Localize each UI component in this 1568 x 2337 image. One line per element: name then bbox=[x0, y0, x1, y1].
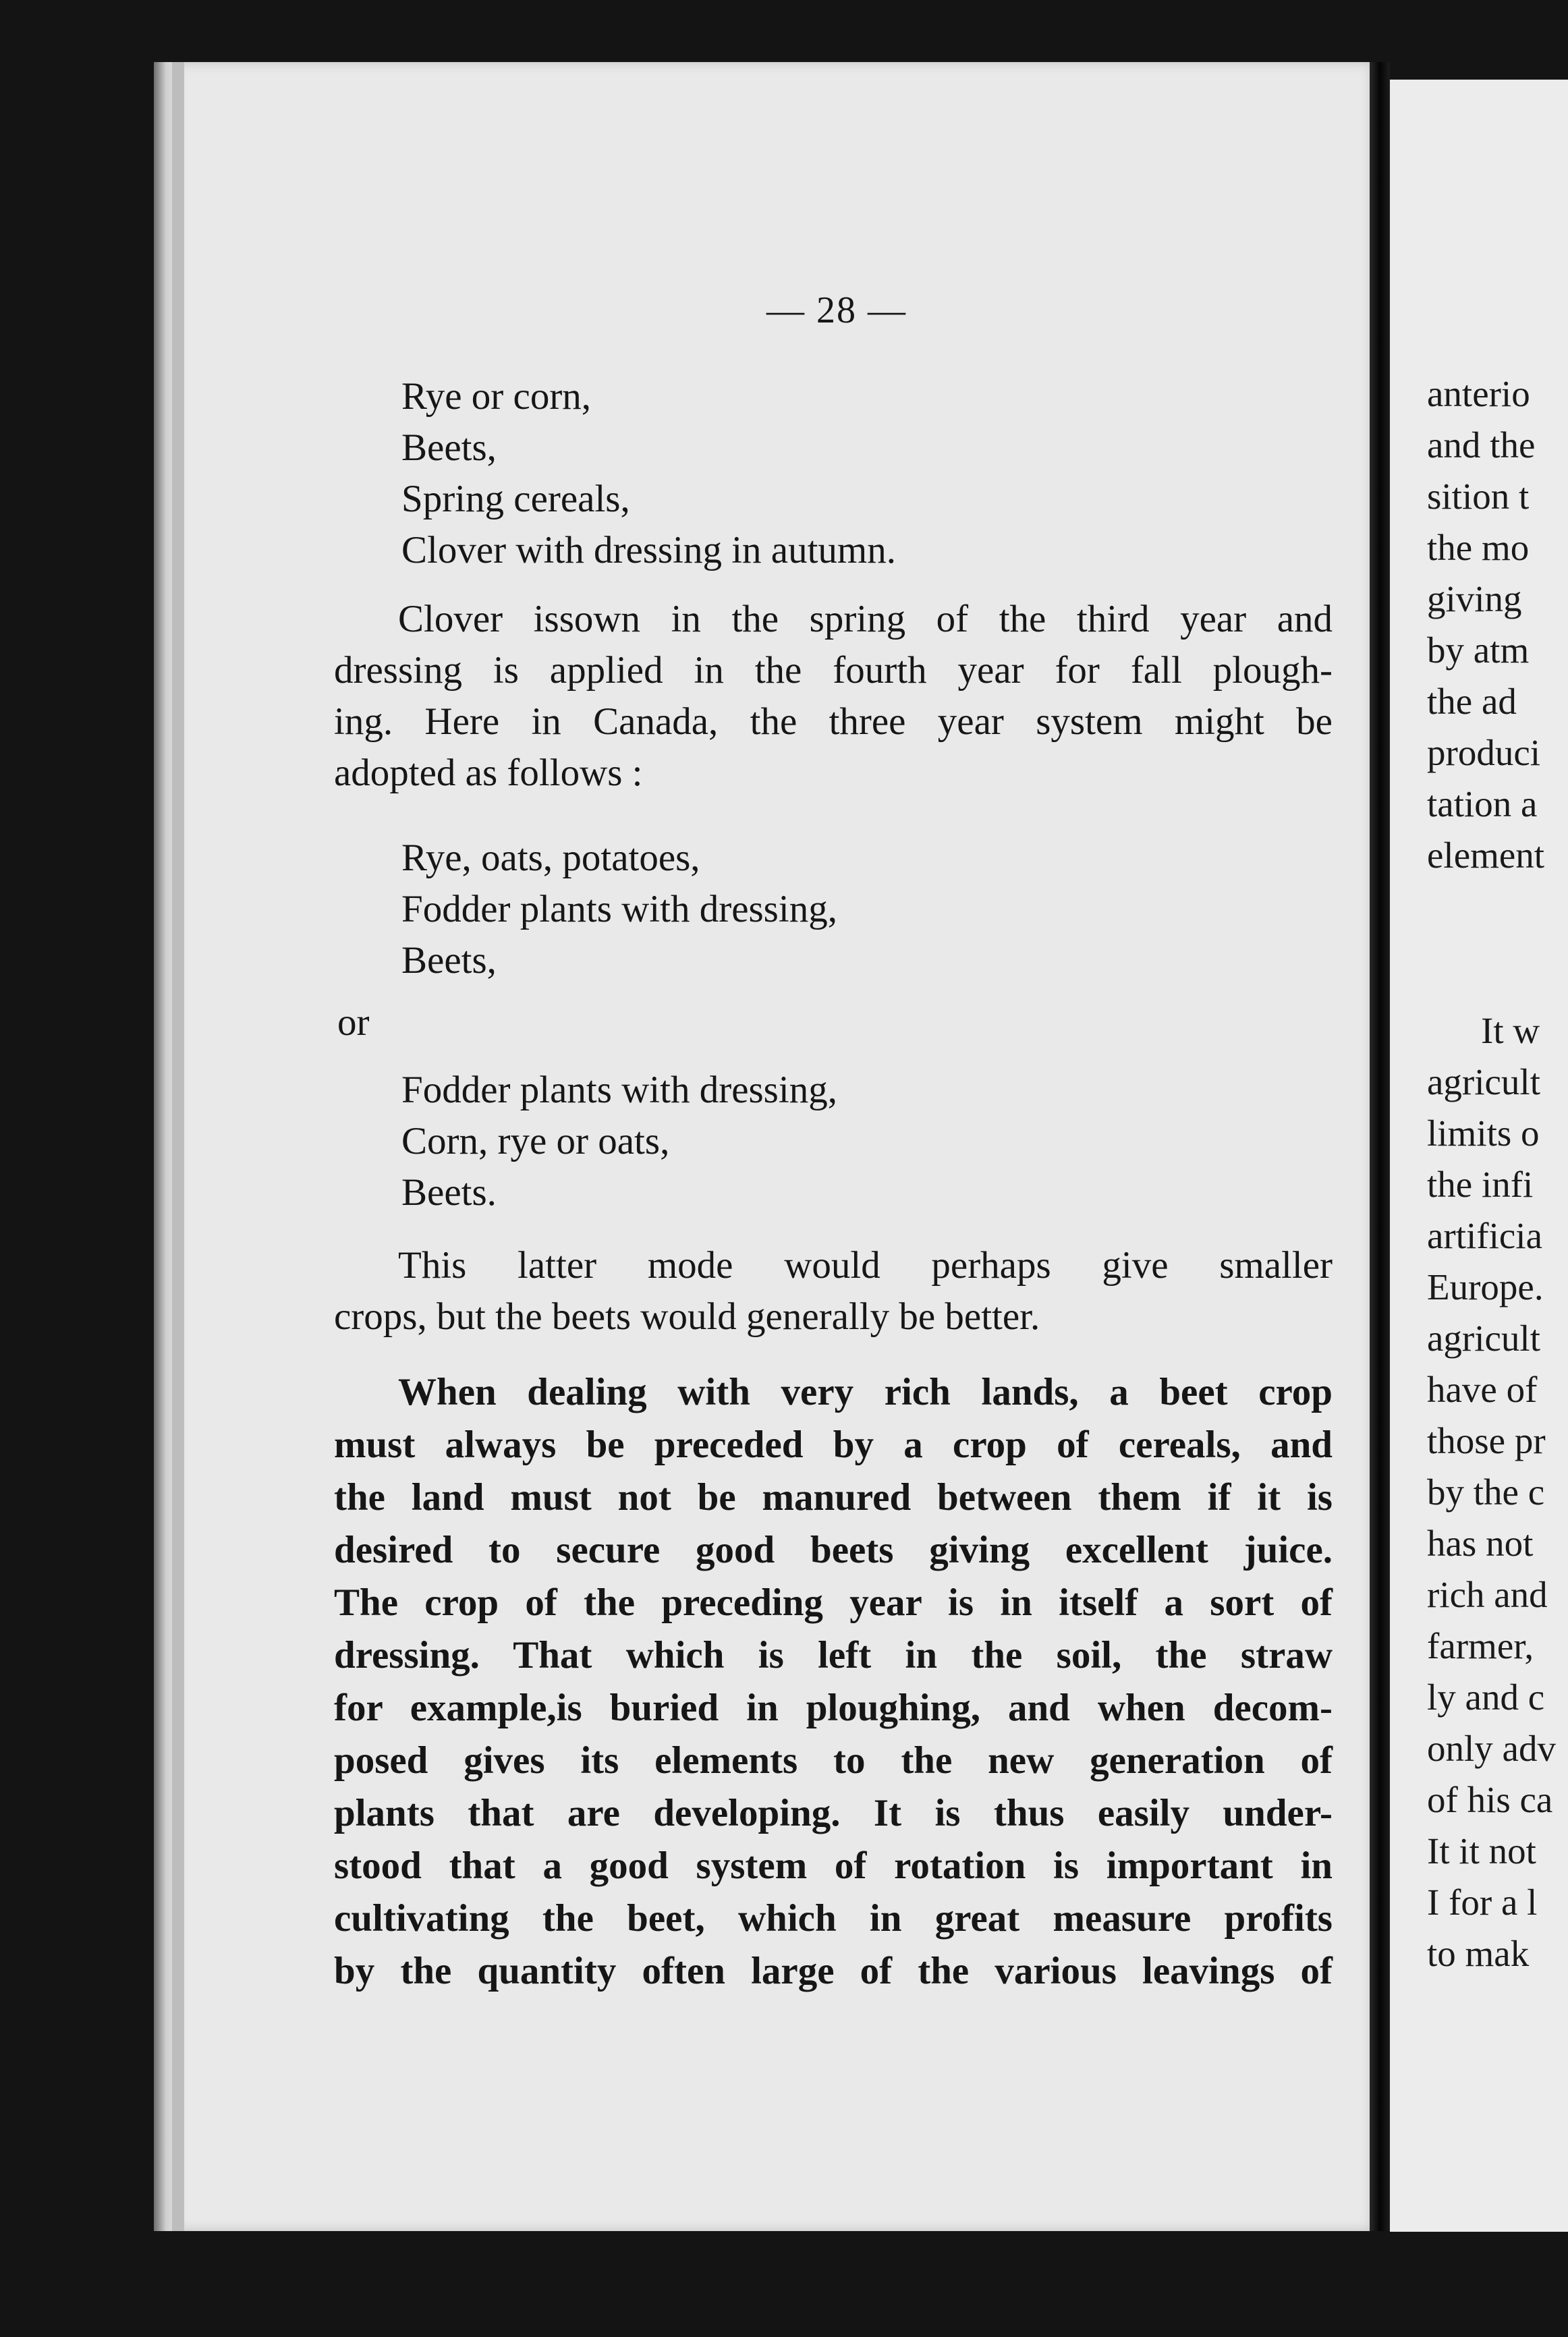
right-page-line: has not bbox=[1427, 1523, 1534, 1564]
right-page-line: the ad bbox=[1427, 681, 1517, 722]
list-item: Spring cereals, bbox=[401, 478, 630, 520]
right-page-line: sition t bbox=[1427, 476, 1530, 517]
paragraph-line: The crop of the preceding year is in itself a sort of bbox=[334, 1581, 1333, 1624]
or-separator: or bbox=[337, 1001, 370, 1044]
paragraph-line: for example,is buried in ploughing, and when decom- bbox=[334, 1687, 1333, 1729]
paragraph-line: cultivating the beet, which in great measure profits bbox=[334, 1897, 1333, 1940]
page-number: — 28 — bbox=[766, 289, 907, 331]
right-page-line: agricult bbox=[1427, 1318, 1540, 1359]
right-page-line: anterio bbox=[1427, 373, 1530, 414]
right-page-line: It w bbox=[1481, 1010, 1540, 1051]
paragraph-line: dressing is applied in the fourth year for fall plough- bbox=[334, 649, 1333, 692]
list-item: Beets, bbox=[401, 939, 497, 982]
paragraph-line: ing. Here in Canada, the three year system might be bbox=[334, 700, 1333, 743]
right-page-line: agricult bbox=[1427, 1061, 1540, 1102]
right-page-line: giving bbox=[1427, 578, 1522, 619]
paragraph-line: plants that are developing. It is thus easily under- bbox=[334, 1792, 1333, 1834]
paragraph-line: When dealing with very rich lands, a beet crop bbox=[398, 1371, 1333, 1413]
paragraph-line: by the quantity often large of the various leavings of bbox=[334, 1950, 1333, 1992]
list-item: Rye or corn, bbox=[401, 375, 592, 418]
list-item: Rye, oats, potatoes, bbox=[401, 837, 700, 879]
right-page-line: of his ca bbox=[1427, 1779, 1553, 1820]
right-page-line: produci bbox=[1427, 732, 1541, 773]
right-page-line: the infi bbox=[1427, 1164, 1534, 1205]
right-page-line: tation a bbox=[1427, 783, 1538, 824]
right-page-line: ly and c bbox=[1427, 1677, 1545, 1718]
list-item: Beets. bbox=[401, 1171, 497, 1214]
list-item: Beets, bbox=[401, 426, 497, 469]
paragraph-line: posed gives its elements to the new generation of bbox=[334, 1739, 1333, 1782]
paragraph-line: must always be preceded by a crop of cereals, and bbox=[334, 1424, 1333, 1466]
paragraph-line: This latter mode would perhaps give smaller bbox=[398, 1244, 1333, 1287]
right-page-line: artificia bbox=[1427, 1215, 1542, 1256]
list-item: Clover with dressing in autumn. bbox=[401, 529, 897, 571]
right-page-line: farmer, bbox=[1427, 1625, 1534, 1666]
paragraph-line: Clover issown in the spring of the third year and bbox=[398, 598, 1333, 640]
paragraph-line: adopted as follows : bbox=[334, 752, 643, 794]
list-item: Corn, rye or oats, bbox=[401, 1120, 670, 1162]
right-page-line: have of bbox=[1427, 1369, 1538, 1410]
right-page-line: limits o bbox=[1427, 1113, 1540, 1154]
right-page-line: element bbox=[1427, 835, 1545, 876]
book-gutter bbox=[1370, 62, 1390, 2231]
left-page-edge bbox=[154, 62, 174, 2231]
right-page-line: by the c bbox=[1427, 1471, 1545, 1513]
list-item: Fodder plants with dressing, bbox=[401, 888, 837, 930]
paragraph-line: crops, but the beets would generally be better. bbox=[334, 1295, 1040, 1338]
paragraph-line: desired to secure good beets giving excellent juice. bbox=[334, 1529, 1333, 1571]
right-page-line: to mak bbox=[1427, 1933, 1530, 1974]
right-page-line: only adv bbox=[1427, 1728, 1556, 1769]
right-page-line: rich and bbox=[1427, 1574, 1548, 1615]
paragraph-line: stood that a good system of rotation is important in bbox=[334, 1845, 1333, 1887]
right-page-line: by atm bbox=[1427, 629, 1530, 671]
right-page-line: It it not bbox=[1427, 1830, 1536, 1871]
right-page-line: and the bbox=[1427, 424, 1536, 466]
paragraph-line: dressing. That which is left in the soil, the straw bbox=[334, 1634, 1333, 1677]
right-page-line: those pr bbox=[1427, 1420, 1546, 1461]
list-item: Fodder plants with dressing, bbox=[401, 1069, 837, 1111]
paragraph-line: the land must not be manured between them if it is bbox=[334, 1476, 1333, 1519]
right-page-line: Europe. bbox=[1427, 1266, 1544, 1307]
right-page-line: I for a l bbox=[1427, 1882, 1538, 1923]
right-page-line: the mo bbox=[1427, 527, 1530, 568]
